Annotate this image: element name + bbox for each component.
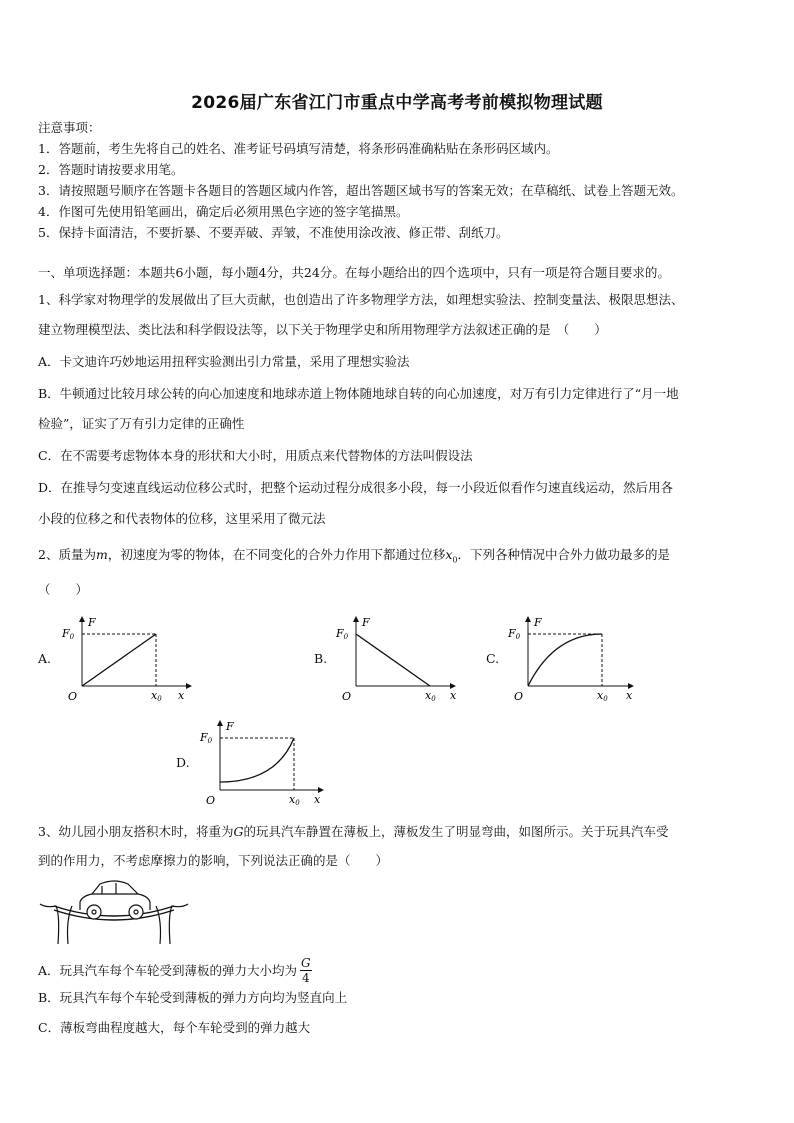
page-title: 2026届广东省江门市重点中学高考考前模拟物理试题: [191, 93, 603, 113]
label-f0: F0: [336, 627, 349, 641]
label-f: F: [88, 616, 96, 629]
label-x0: x0: [425, 689, 436, 703]
q1-option-b-cont: 检验”，证实了万有引力定律的正确性: [38, 416, 245, 431]
notice-item: 5．保持卡面清洁，不要折暴、不要弄破、弄皱，不准使用涂改液、修正带、刮纸刀。: [38, 225, 509, 240]
label-f0: F0: [508, 627, 521, 641]
notice-item: 4．作图可先使用铅笔画出，确定后必须用黑色字迹的签字笔描黑。: [38, 204, 409, 219]
var-g: G: [233, 824, 244, 839]
label-x0: x0: [151, 689, 162, 703]
y-axis-arrow: [353, 616, 359, 622]
notice-item: 1．答题前，考生先将自己的姓名、准考证号码填写清楚，将条形码准确粘贴在条形码区域内。: [38, 141, 559, 156]
q3-option-a: [38, 956, 312, 985]
label-f0: F0: [200, 731, 213, 745]
label-origin: O: [342, 690, 352, 703]
q2-stem-mid: ，初速度为零的物体，在不同变化的合外力作用下都通过位移: [107, 547, 446, 562]
q1-option-a: A．卡文迪许巧妙地运用扭秤实验测出引力常量，采用了理想实验法: [38, 354, 410, 369]
q1-option-b: B．牛顿通过比较月球公转的向心加速度和地球赤道上物体随地球自转的向心加速度，对万有引力定律进行了“月一地: [38, 386, 679, 401]
q1-option-d: D．在推导匀变速直线运动位移公式时，把整个运动过程分成很多小段，每一小段近似看作匀速直线运动，然后用各: [38, 480, 674, 495]
label-f: F: [226, 720, 234, 733]
graph-a: [58, 612, 198, 704]
graph-c: [504, 612, 644, 704]
force-curve: [82, 634, 156, 686]
notice-item: 2．答题时请按要求用笔。: [38, 162, 184, 177]
q3-stem-cont: 到的作用力，不考虑摩擦力的影响，下列说法正确的是（ ）: [38, 853, 389, 868]
label-x0: x0: [597, 689, 608, 703]
force-curve: [220, 738, 294, 782]
y-axis-arrow: [217, 720, 223, 726]
right-support-inner: [156, 906, 161, 944]
q3-stem-part1: 3、幼儿园小朋友搭积木时，将重为: [38, 824, 234, 839]
fraction-denominator: 4: [302, 971, 310, 985]
q3-option-b: B．玩具汽车每个车轮受到薄板的弹力方向均为竖直向上: [38, 990, 348, 1005]
var-x0: x: [445, 547, 453, 562]
label-x: x: [450, 689, 457, 702]
q1-option-d-cont: 小段的位移之和代表物体的位移，这里采用了微元法: [38, 511, 326, 526]
car-wheel-left: [87, 905, 101, 919]
q3-option-a-text: A．玩具汽车每个车轮受到薄板的弹力大小均为: [38, 962, 298, 978]
var-m: m: [95, 547, 108, 562]
var-x0-sub: 0: [452, 555, 458, 565]
car-wheel-right: [129, 905, 143, 919]
q2-stem-pre: 2、质量为: [38, 547, 96, 562]
q1-stem: 建立物理模型法、类比法和科学假设法等，以下关于物理学史和所用物理学方法叙述正确的是 （ ）: [38, 322, 607, 337]
q1-stem: 1、科学家对物理学的发展做出了巨大贡献，也创造出了许多物理学方法，如理想实验法、控制变量法、极限思想法、: [38, 292, 684, 307]
label-x: x: [314, 793, 321, 806]
q3-stem: [38, 824, 668, 840]
q2-option-d-label: D.: [176, 755, 190, 770]
force-curve: [356, 634, 430, 686]
label-x0: x0: [289, 793, 300, 807]
fraction-numerator: G: [301, 956, 311, 970]
q2-option-c-label: C.: [486, 651, 500, 666]
q2-stem: [38, 547, 670, 569]
toy-car-board-figure: [36, 874, 192, 946]
graph-d: [196, 716, 336, 808]
label-x: x: [178, 689, 185, 702]
left-support-inner: [68, 906, 73, 944]
x-axis-arrow: [186, 683, 192, 689]
label-x: x: [626, 689, 633, 702]
label-origin: O: [514, 690, 524, 703]
q2-stem-post: ．下列各种情况中合外力做功最多的是: [457, 547, 670, 562]
y-axis-arrow: [79, 616, 85, 622]
label-origin: O: [206, 794, 216, 807]
q3-stem-part2: 的玩具汽车静置在薄板上，薄板发生了明显弯曲，如图所示。关于玩具汽车受: [243, 824, 669, 839]
label-origin: O: [68, 690, 78, 703]
label-f: F: [534, 616, 542, 629]
q2-option-a-label: A.: [38, 651, 52, 666]
q2-paren: （ ）: [38, 582, 89, 597]
notice-heading: 注意事项：: [38, 120, 101, 135]
y-axis-arrow: [525, 616, 531, 622]
notice-item: 3．请按照题号顺序在答题卡各题目的答题区域内作答，超出答题区域书写的答案无效；在草稿纸、试卷上答题无效。: [38, 183, 684, 198]
q1-option-c: C．在不需要考虑物体本身的形状和大小时，用质点来代替物体的方法叫假设法: [38, 448, 473, 463]
force-curve: [528, 634, 602, 686]
q2-option-b-label: B.: [314, 651, 328, 666]
label-f: F: [362, 616, 370, 629]
label-f0: F0: [62, 627, 75, 641]
graph-b: [332, 612, 472, 704]
q3-option-c: C．薄板弯曲程度越大，每个车轮受到的弹力越大: [38, 1020, 311, 1035]
fraction-g-over-4: [300, 956, 312, 985]
section-heading: 一、单项选择题：本题共6小题，每小题4分，共24分。在每小题给出的四个选项中，只有一项是符合题目要求的。: [38, 265, 670, 280]
